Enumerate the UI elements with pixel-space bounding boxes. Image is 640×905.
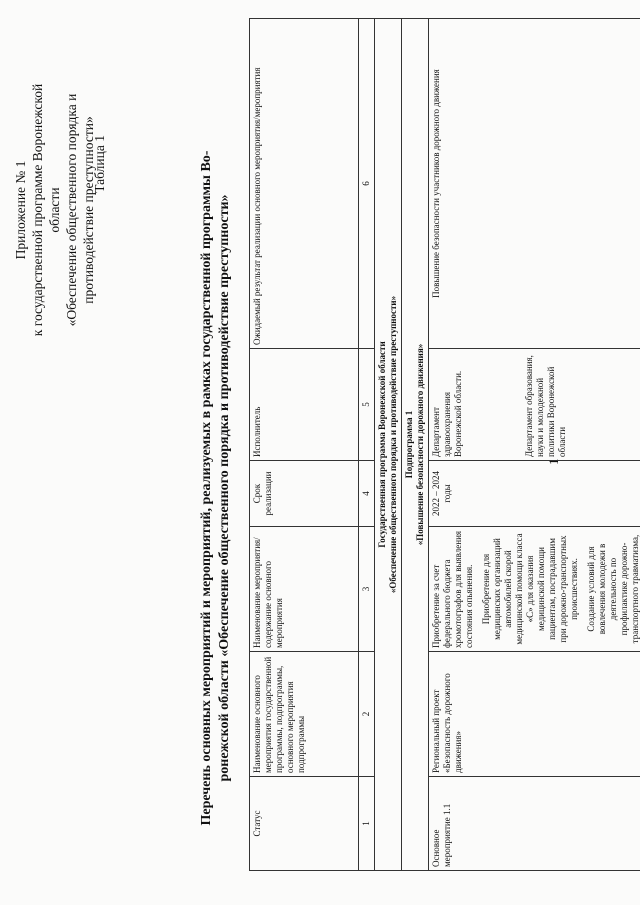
row-measure-2: Приобретение для медицинских организаций автомобилей скорой медицинской помощи класса «С» для оказания медицинской помощи пациентам, пострадавшим при дорожно-транспортных происшествиях. [481, 533, 579, 645]
title-line-1: Перечень основных мероприятий и мероприятий, реализуемых в рамках государственной программы Во- [199, 150, 214, 826]
appendix-line-2: к государственной программе Воронежской области [30, 83, 62, 337]
program-row [375, 19, 402, 871]
header-result: Ожидаемый результат реализации основного мероприятия/мероприятия [250, 19, 359, 349]
row-name: Региональный проект «Безопасность дорожного движения» [429, 652, 640, 777]
subprogram-cell [402, 19, 429, 871]
executor-spacer [464, 352, 524, 457]
header-measure-name: Наименование мероприятия/содержание основного мероприятия [250, 527, 359, 652]
document-title [198, 113, 234, 863]
header-main-measure: Наименование основного мероприятия государственной программы, подпрограммы, основного мероприятия подпрограммы [250, 652, 359, 777]
appendix-line-3: «Обеспечение общественного порядка и [64, 93, 79, 327]
row-executor-2: Департамент образования, науки и молодежной политики Воронежской области [524, 355, 567, 457]
row-measures [429, 527, 640, 652]
row-result: Повышение безопасности участников дорожного движения [429, 19, 640, 349]
appendix-header [12, 75, 97, 345]
program-cell [375, 19, 402, 871]
appendix-line-4: противодействие преступности» [81, 116, 96, 304]
appendix-line-1: Приложение № 1 [13, 160, 28, 260]
row-executors [429, 349, 640, 461]
header-term: Срок реализации [250, 461, 359, 527]
subprogram-line-2: «Повышение безопасности дорожного движения» [415, 343, 425, 546]
program-line-2: «Обеспечение общественного порядка и противодействие преступности» [388, 295, 398, 594]
table-label: Таблица 1 [92, 135, 107, 193]
column-number: 3 [359, 527, 375, 652]
column-number-row [359, 19, 375, 871]
table-row [429, 19, 640, 871]
subprogram-line-1: Подпрограмма 1 [404, 410, 414, 479]
column-number: 6 [359, 19, 375, 349]
column-number: 2 [359, 652, 375, 777]
header-status: Статус [250, 777, 359, 871]
program-line-1: Государственная программа Воронежской области [377, 341, 387, 548]
row-term: 2022 – 2024 годы [429, 461, 640, 527]
measures-table [249, 18, 640, 871]
subprogram-row [402, 19, 429, 871]
column-number: 5 [359, 349, 375, 461]
table-header-row [250, 19, 359, 871]
header-executor: Исполнитель [250, 349, 359, 461]
row-measure-3: Создание условий для вовлечения молодежи в деятельность по профилактике дорожно-транспортного травматизма, [586, 534, 640, 644]
title-line-2: ронежской области «Обеспечение общественного порядка и противодействие преступности» [217, 194, 232, 782]
column-number: 1 [359, 777, 375, 871]
row-executor-1: Департамент здравоохранения Воронежской области. [431, 370, 463, 457]
column-number: 4 [359, 461, 375, 527]
row-status: Основное мероприятие 1.1 [429, 777, 640, 871]
row-measure-1: Приобретение за счет федерального бюджета хромотографов для выявления состояния опьянения. [431, 530, 474, 648]
page-number: 1 [546, 458, 561, 465]
